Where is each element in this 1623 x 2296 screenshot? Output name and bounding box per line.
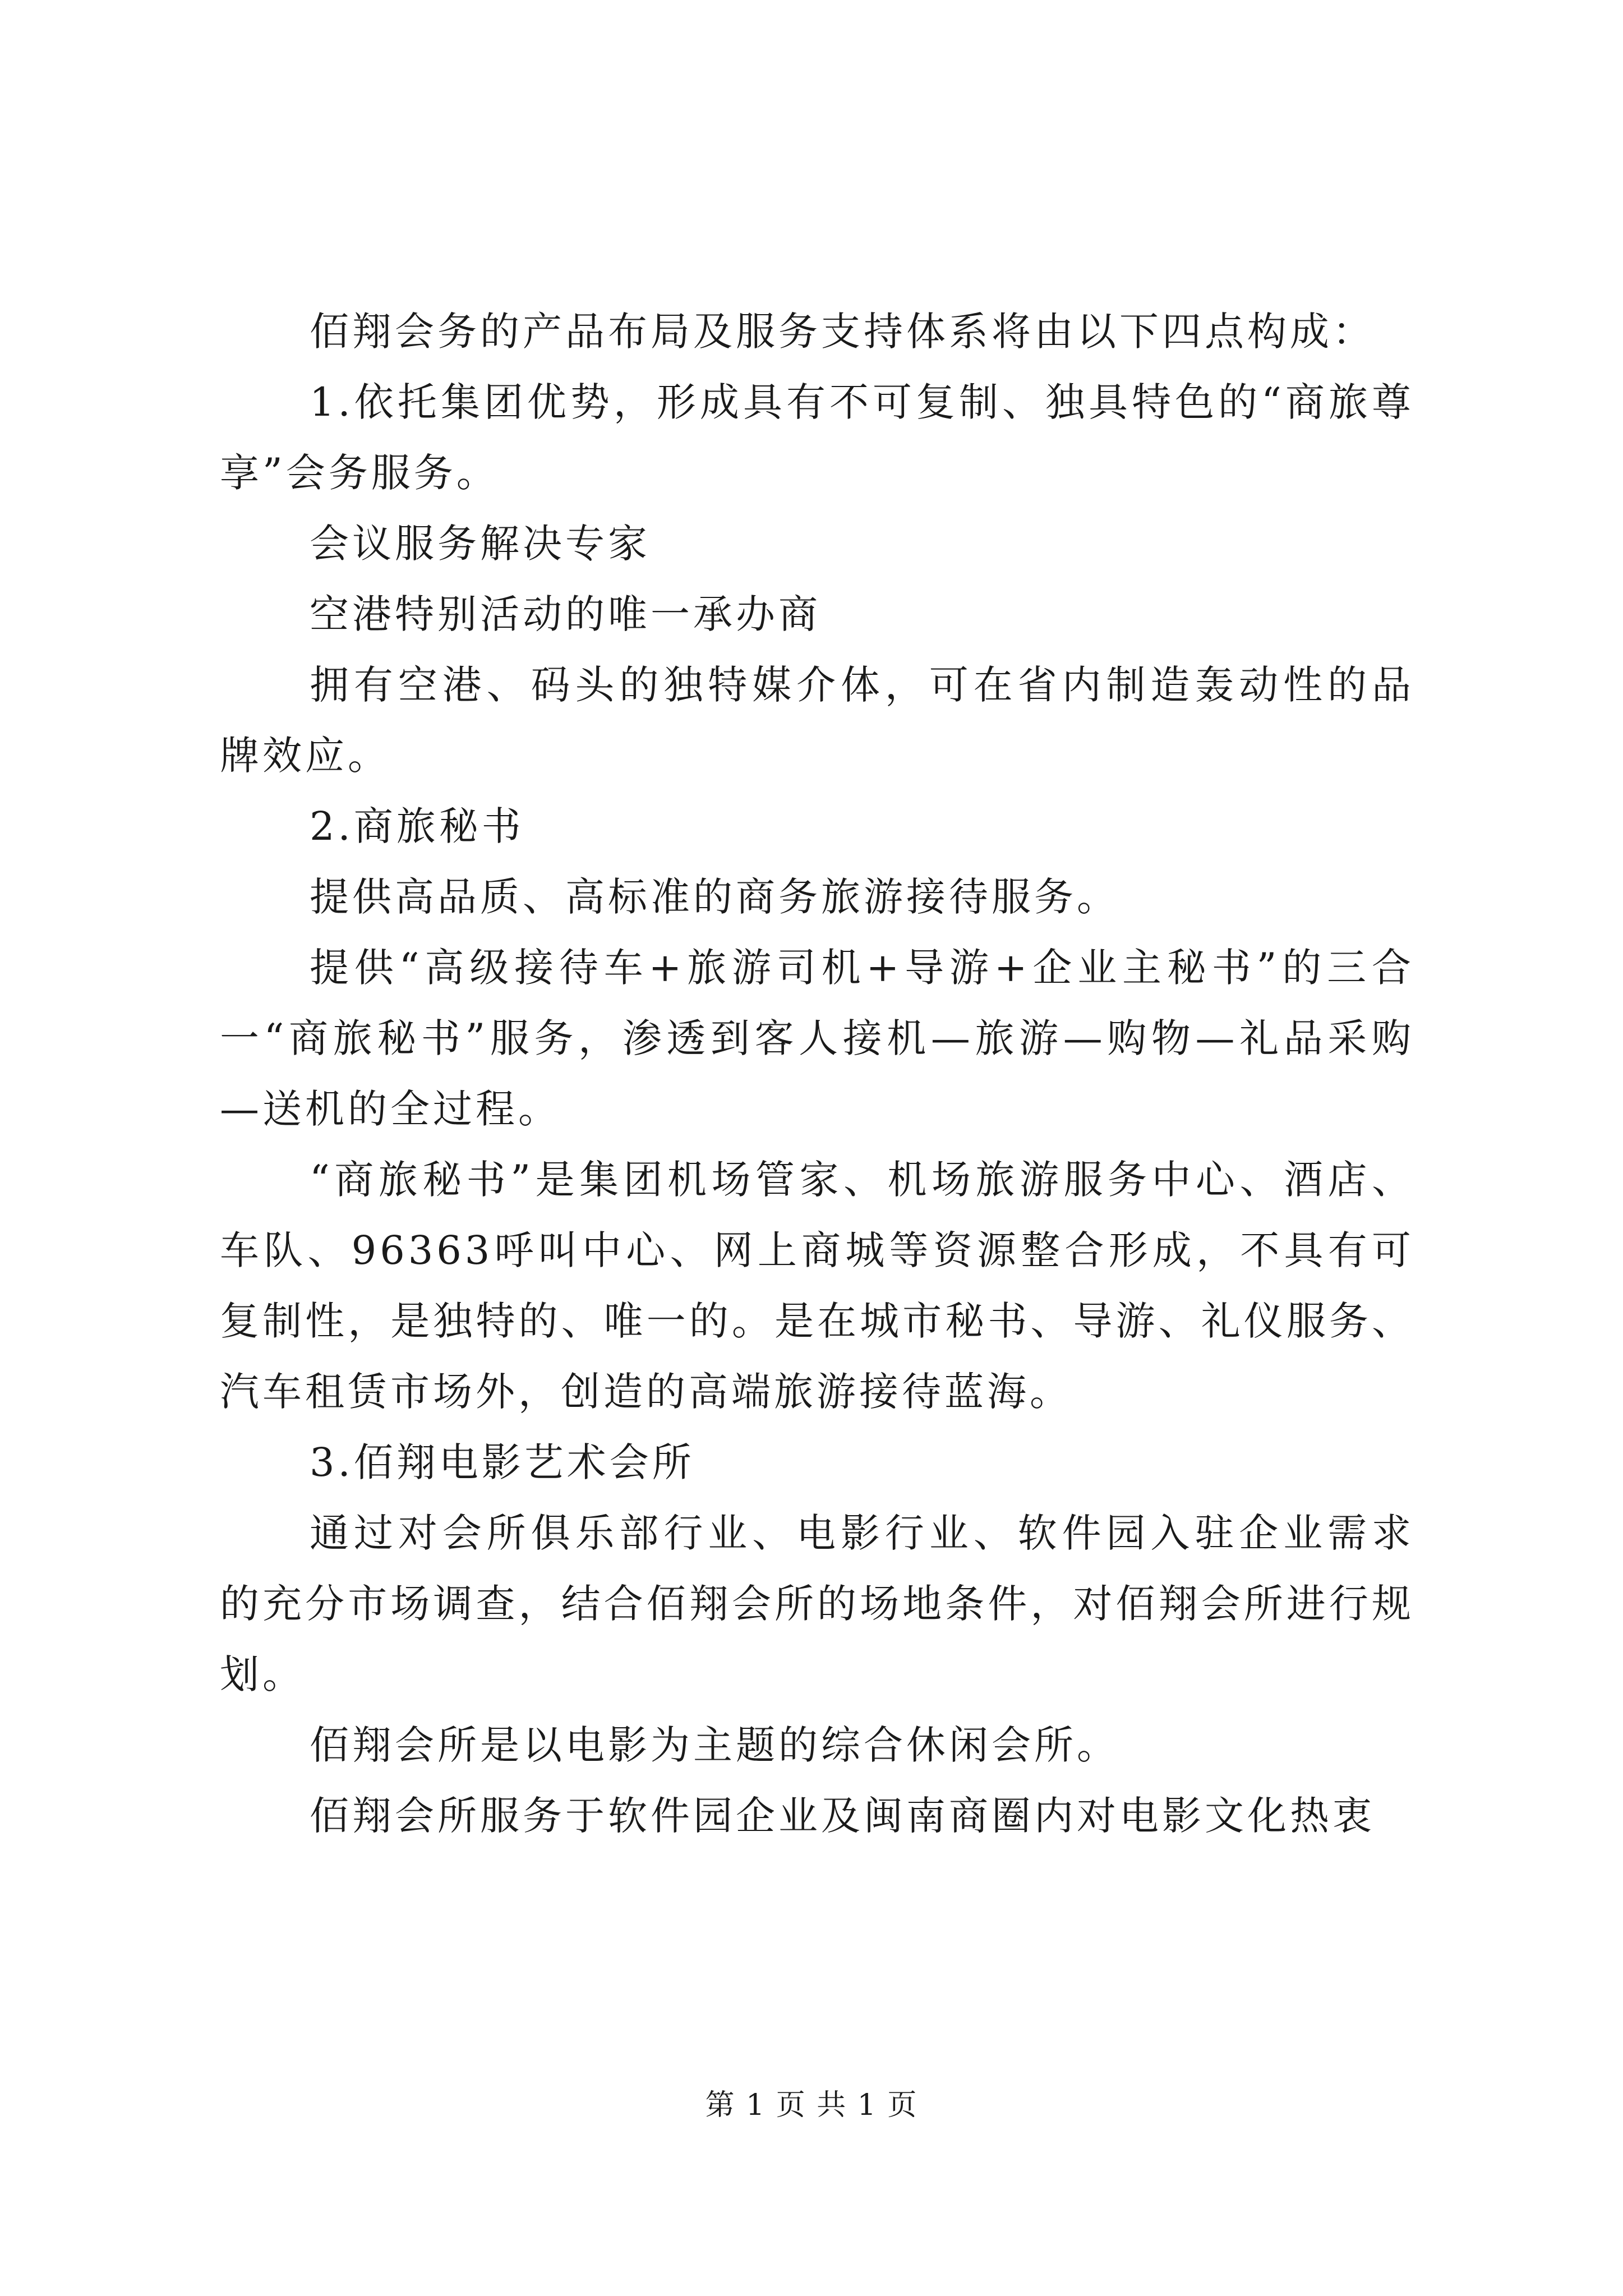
paragraph-club-audience: 佰翔会所服务于软件园企业及闽南商圈内对电影文化热衷 xyxy=(310,1793,1375,1839)
paragraph-market-research: 通过对会所俱乐部行业、电影行业、软件园入驻企业需求的充分市场调查，结合佰翔会所的场地条件，对佰翔会所进行规划。 xyxy=(220,1510,1414,1697)
paragraph-item-3: 3.佰翔电影艺术会所 xyxy=(310,1439,695,1485)
paragraph-club-theme: 佰翔会所是以电影为主题的综合休闲会所。 xyxy=(310,1722,1119,1768)
paragraph-media: 拥有空港、码头的独特媒介体，可在省内制造轰动性的品牌效应。 xyxy=(220,662,1414,779)
paragraph-secretary-resources: “商旅秘书”是集团机场管家、机场旅游服务中心、酒店、车队、96363呼叫中心、网上商城等资源整合形成，不具有可复制性，是独特的、唯一的。是在城市秘书、导游、礼仪服务、汽车租赁市场外，创造的高端旅游接待蓝海。 xyxy=(220,1157,1414,1415)
paragraph-three-in-one: 提供“高级接待车+旅游司机+导游+企业主秘书”的三合一“商旅秘书”服务，渗透到客人接机—旅游—购物—礼品采购—送机的全过程。 xyxy=(220,945,1414,1132)
paragraph-item-2: 2.商旅秘书 xyxy=(310,803,524,849)
document-body xyxy=(220,296,1414,1851)
paragraph-item-1: 1.依托集团优势，形成具有不可复制、独具特色的“商旅尊享”会务服务。 xyxy=(220,379,1414,496)
paragraph-business-service: 提供高品质、高标准的商务旅游接待服务。 xyxy=(310,874,1119,920)
page-number: 第 1 页 共 1 页 xyxy=(705,2088,918,2122)
page-footer xyxy=(0,2086,1623,2125)
paragraph-meeting-expert: 会议服务解决专家 xyxy=(310,521,651,567)
paragraph-intro: 佰翔会务的产品布局及服务支持体系将由以下四点构成： xyxy=(310,309,1375,355)
paragraph-airport-organizer: 空港特别活动的唯一承办商 xyxy=(310,591,821,637)
